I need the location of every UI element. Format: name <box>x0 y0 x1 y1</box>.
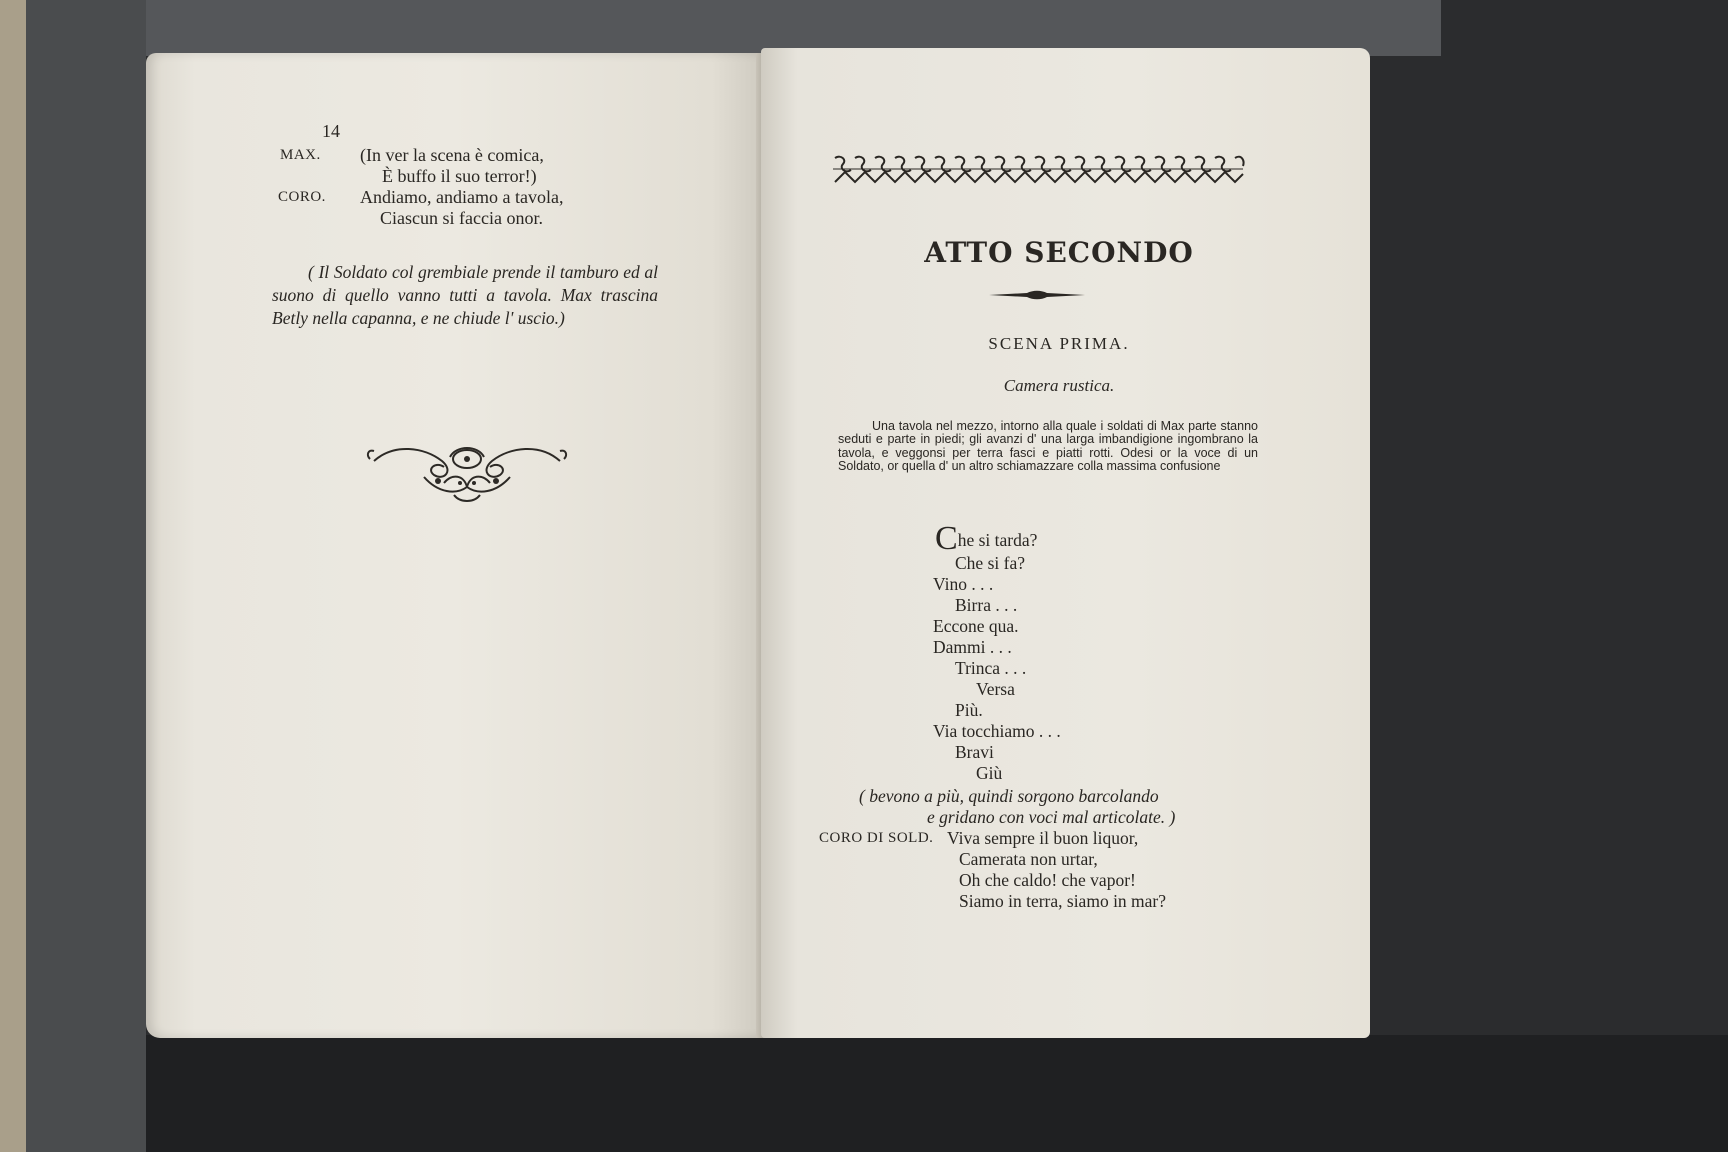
speaker-label: CORO DI SOLD. <box>819 830 934 846</box>
verse-line: Viva sempre il buon liquor, <box>947 828 1139 848</box>
dialogue-line: Che si tarda? <box>935 520 1038 557</box>
verse-line: (In ver la scena è comica, <box>360 145 544 165</box>
floral-ornament-icon <box>364 437 570 505</box>
dialogue-line: Vino . . . <box>933 574 994 594</box>
scene-setting: Camera rustica. <box>1003 376 1115 395</box>
dialogue-line: Versa <box>976 679 1015 699</box>
dialogue-line: Trinca . . . <box>955 658 1027 678</box>
dialogue-line: Giù <box>976 763 1003 783</box>
right-page <box>761 48 1370 1038</box>
drop-cap: C <box>935 520 958 557</box>
verse-line: Ciascun si faccia onor. <box>380 208 543 228</box>
dialogue-line: Bravi <box>955 742 994 762</box>
verse-line: Camerata non urtar, <box>959 849 1098 869</box>
dialogue-line: Dammi . . . <box>933 637 1012 657</box>
dialogue-line: Più. <box>955 700 983 720</box>
background-board-left <box>26 0 146 1152</box>
scene-title: SCENA PRIMA. <box>988 334 1130 353</box>
stage-direction: ( Il Soldato col grembiale prende il tamburo ed al suono di quello vanno tutti a tavola. Max trascina Betly nella capanna, e ne chiude l' uscio.) <box>272 262 658 328</box>
decorative-border-icon <box>831 152 1247 186</box>
verse-line: Andiamo, andiamo a tavola, <box>360 187 564 207</box>
open-booklet <box>146 48 1370 1038</box>
act-title: ATTO SECONDO <box>924 236 1194 269</box>
dialogue-line: Eccone qua. <box>933 616 1019 636</box>
page-number: 14 <box>322 121 340 141</box>
verse-line: È buffo il suo terror!) <box>382 166 537 186</box>
background-shadow <box>146 1035 1728 1152</box>
verse-line: Oh che caldo! che vapor! <box>959 870 1136 890</box>
stage-direction: ( bevono a più, quindi sorgono barcolando <box>859 786 1159 806</box>
dialogue-line: Via tocchiamo . . . <box>933 721 1061 741</box>
background-left-strip <box>0 0 26 1152</box>
speaker-label: CORO. <box>278 189 326 205</box>
speaker-label: MAX. <box>280 147 321 163</box>
left-page <box>146 53 761 1038</box>
rule-ornament-icon <box>989 290 1085 300</box>
stage-direction: e gridano con voci mal articolate. ) <box>927 807 1176 827</box>
dialogue-line: Che si fa? <box>955 553 1025 573</box>
dialogue-line: Birra . . . <box>955 595 1018 615</box>
scene-description: Una tavola nel mezzo, intorno alla quale i soldati di Max parte stanno seduti e parte in piedi; gli avanzi d' una larga imbandigione ingombrano la tavola, e veggonsi per terra fasci e piatti rotti. Odesi or la voce di un Soldato, or quella d' un altro schiamazzare colla massima confusione <box>838 419 1258 473</box>
verse-line: Siamo in terra, siamo in mar? <box>959 891 1167 911</box>
